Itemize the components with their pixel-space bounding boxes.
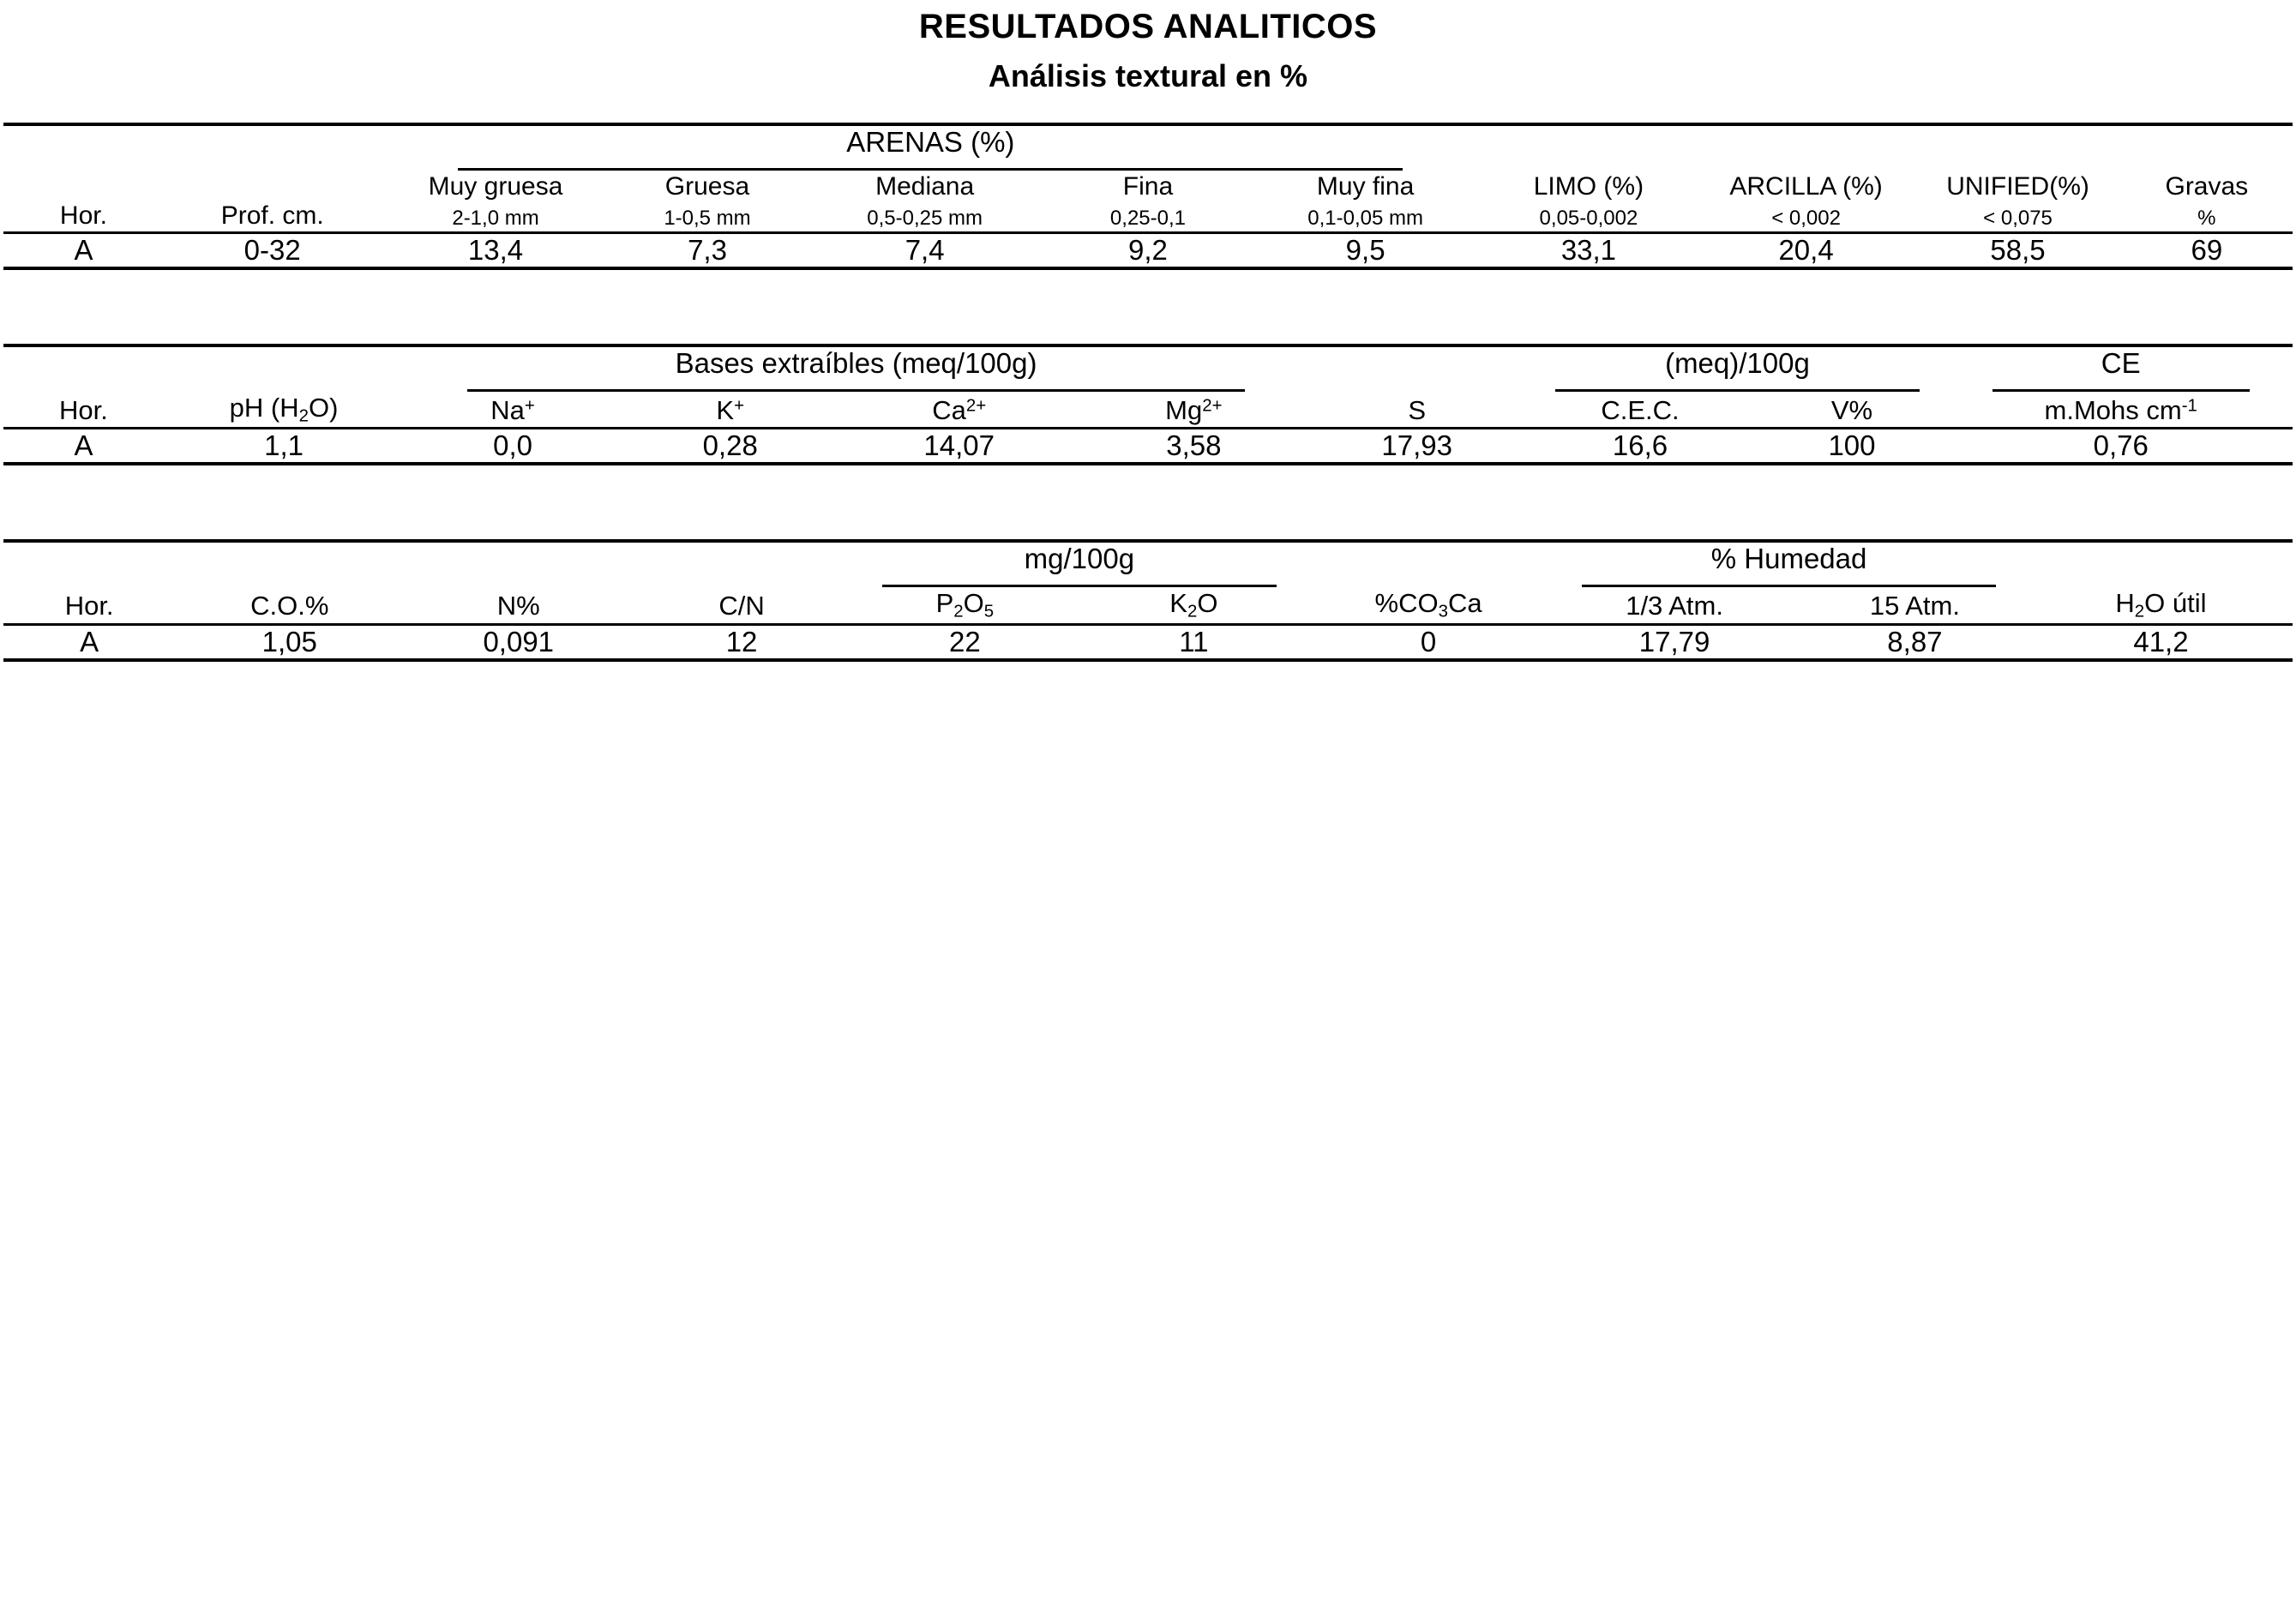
table2-header-row (3, 392, 2293, 429)
col-header-k: K+ (716, 394, 744, 425)
group-underline-bases (404, 380, 1308, 392)
page-subtitle: Análisis textural en % (988, 58, 1308, 93)
cell-na: 0,0 (493, 429, 532, 462)
cell-mg: 3,58 (1166, 429, 1222, 462)
organic-matter-humidity-table (3, 543, 2293, 657)
cell-mmohs: 0,76 (2093, 429, 2149, 462)
table2-group-underline-row (3, 380, 2293, 392)
cell-h2o-util: 41,2 (2133, 625, 2189, 657)
cell-v: 100 (1828, 429, 1876, 462)
group-heading-bases: Bases extraíbles (meq/100g) (675, 347, 1037, 380)
cell-cn: 12 (725, 625, 758, 657)
cell-co3ca: 0 (1420, 625, 1437, 657)
col-header-s: S (1408, 394, 1427, 425)
cell-hor: A (74, 429, 93, 462)
group-heading-meq: (meq)/100g (1665, 347, 1810, 380)
table3-group-heading-row (3, 543, 2293, 575)
group-underline-ce (1949, 380, 2293, 392)
table-row (3, 233, 2293, 267)
bases-extraibles-table (3, 347, 2293, 462)
col-header-mg: $Mg^{2+}$ (1165, 394, 1223, 425)
cell-ca: 14,07 (923, 429, 995, 462)
cell-third-atm: 17,79 (1638, 625, 1710, 657)
col-header-third-atm: 1/3 Atm. (1626, 590, 1723, 621)
col-header-fina: Fina 0,25-0,1 (1109, 172, 1186, 230)
group-heading-ce: CE (2101, 347, 2141, 380)
col-header-gravas: Gravas % (2165, 172, 2249, 230)
cell-fina: 9,2 (1128, 234, 1168, 267)
group-underline-arenas (382, 159, 1481, 171)
group-heading-humedad: % Humedad (1710, 543, 1867, 575)
col-header-muy-gruesa: Muy gruesa 2-1,0 mm (428, 172, 563, 230)
page-title: RESULTADOS ANALITICOS (918, 8, 1378, 45)
group-underline-humedad (1548, 575, 2029, 587)
col-header-ph: pH $(H_2O)$ (229, 393, 339, 426)
cell-gravas: 69 (2191, 234, 2223, 267)
document-title-block (3, 0, 2293, 93)
col-header-mmohs: m.Mohs $cm^{-1}$ (2044, 394, 2197, 425)
table3-bottom-rule (3, 658, 2293, 662)
col-header-ca: $Ca^{2+}$ (932, 394, 987, 425)
col-header-hor: Hor. (64, 590, 114, 621)
cell-n: 0,091 (483, 625, 555, 657)
cell-unified: 58,5 (1990, 234, 2046, 267)
col-header-prof: Prof. cm. (220, 201, 324, 230)
cell-ph: 1,1 (264, 429, 304, 462)
cell-prof: 0-32 (243, 234, 301, 267)
cell-k2o: 11 (1179, 625, 1209, 657)
group-underline-mg (850, 575, 1308, 587)
col-header-cn: C/N (718, 590, 765, 621)
cell-mediana: 7,4 (905, 234, 945, 267)
cell-limo: 33,1 (1560, 234, 1617, 267)
group-heading-mg: mg/100g (1024, 543, 1135, 575)
cell-p2o5: 22 (949, 625, 981, 657)
col-header-mediana: Mediana 0,5-0,25 mm (867, 172, 983, 230)
col-header-hor: Hor. (59, 394, 108, 425)
col-header-hor: Hor. (59, 201, 107, 230)
table3-group-underline-row (3, 575, 2293, 587)
col-header-unified: UNIFIED(%) < 0,075 (1946, 172, 2089, 230)
cell-co: 1,05 (261, 625, 317, 657)
table1-header-row (3, 171, 2293, 232)
cell-hor: A (80, 625, 99, 657)
table1-group-heading-row (3, 126, 2293, 159)
col-header-limo: LIMO (%) 0,05-0,002 (1533, 172, 1644, 230)
col-header-na: Na+ (490, 394, 535, 425)
col-header-gruesa: Gruesa 1-0,5 mm (664, 172, 751, 230)
cell-gruesa: 7,3 (688, 234, 727, 267)
cell-k: 0,28 (702, 429, 758, 462)
table3-header-row (3, 587, 2293, 624)
cell-15-atm: 8,87 (1887, 625, 1943, 657)
cell-muy-gruesa: 13,4 (467, 234, 524, 267)
cell-s: 17,93 (1381, 429, 1452, 462)
cell-cec: 16,6 (1612, 429, 1668, 462)
cell-hor: A (74, 234, 93, 267)
group-heading-arenas: ARENAS (%) (846, 126, 1015, 159)
table-row (3, 624, 2293, 658)
col-header-co: C.O.% (250, 590, 329, 621)
col-header-p2o5: $P_2O_5$ (935, 588, 995, 622)
table-row (3, 429, 2293, 463)
col-header-15-atm: 15 Atm. (1869, 590, 1960, 621)
table2-group-heading-row (3, 347, 2293, 380)
col-header-cec: C.E.C. (1601, 394, 1680, 425)
textural-analysis-table (3, 126, 2293, 267)
table1-group-underline-row (3, 159, 2293, 171)
col-header-h2o-util: $H_2O$ útil (2115, 588, 2207, 622)
cell-muy-fina: 9,5 (1345, 234, 1385, 267)
group-underline-meq (1526, 380, 1950, 392)
col-header-arcilla: ARCILLA (%) < 0,002 (1729, 172, 1883, 230)
col-header-muy-fina: Muy fina 0,1-0,05 mm (1307, 172, 1423, 230)
col-header-co3ca: $\%CO_3Ca$ (1374, 588, 1482, 622)
col-header-v: V% (1830, 394, 1873, 425)
col-header-k2o: $K_2O$ (1169, 588, 1218, 622)
cell-arcilla: 20,4 (1778, 234, 1834, 267)
col-header-n: N% (496, 590, 540, 621)
